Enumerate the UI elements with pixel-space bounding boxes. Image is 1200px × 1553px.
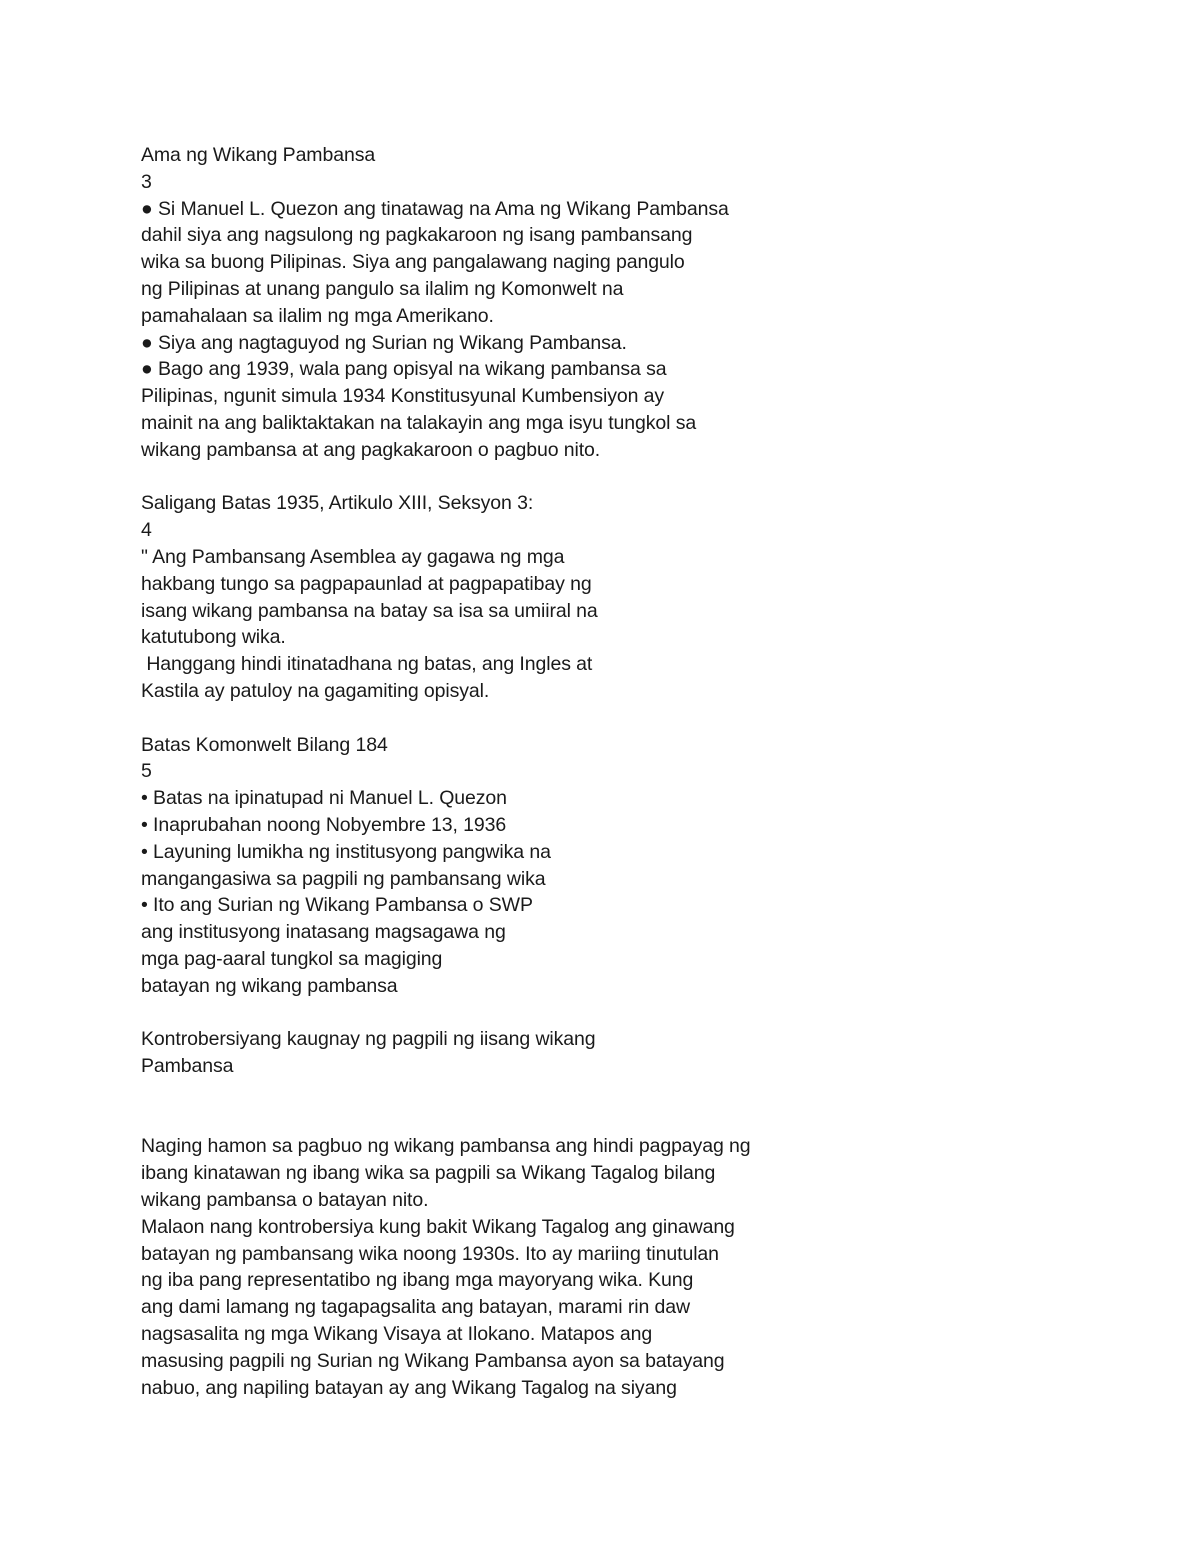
body-line: ibang kinatawan ng ibang wika sa pagpili sa Wikang Tagalog bilang [141,1162,716,1185]
body-line: pamahalaan sa ilalim ng mga Amerikano. [141,304,494,327]
body-line: ng iba pang representatibo ng ibang mga mayoryang wika. Kung [141,1269,694,1292]
body-line: masusing pagpili ng Surian ng Wikang Pambansa ayon sa batayang [141,1349,725,1372]
body-line: katutubong wika. [141,626,286,649]
body-line: mga pag-aaral tungkol sa magiging [141,947,443,970]
body-line: wikang pambansa at ang pagkakaroon o pagbuo nito. [141,438,601,461]
section-title: Kontrobersiyang kaugnay ng pagpili ng iisang wikang [141,1028,596,1051]
body-line: batayan ng wikang pambansa [141,974,398,997]
body-line: Kastila ay patuloy na gagamiting opisyal. [141,679,490,702]
body-line: nagsasalita ng mga Wikang Visaya at Ilokano. Matapos ang [141,1323,653,1346]
body-line: mangangasiwa sa pagpili ng pambansang wika [141,867,546,890]
section-title: Ama ng Wikang Pambansa [141,144,376,166]
body-line: nabuo, ang napiling batayan ay ang Wikang Tagalog na siyang [141,1376,677,1399]
body-line: wikang pambansa o batayan nito. [141,1189,429,1212]
slide-number: 3 [141,170,152,193]
body-line: • Inaprubahan noong Nobyembre 13, 1936 [141,813,507,836]
slide-number: 4 [141,519,152,542]
body-line: ng Pilipinas at unang pangulo sa ilalim ng Komonwelt na [141,277,624,300]
document-page [141,142,1041,1401]
body-line: ● Siya ang nagtaguyod ng Surian ng Wikang Pambansa. [141,331,627,354]
body-line: ● Bago ang 1939, wala pang opisyal na wikang pambansa sa [141,358,667,381]
section-spacer [141,1080,1041,1134]
slide-number: 5 [141,760,152,783]
body-line: ang dami lamang ng tagapagsalita ang batayan, marami rin daw [141,1296,691,1319]
section-title: Batas Komonwelt Bilang 184 [141,733,388,756]
body-line: • Batas na ipinatupad ni Manuel L. Quezon [141,787,507,810]
body-line: ● Si Manuel L. Quezon ang tinatawag na Ama ng Wikang Pambansa [141,197,729,220]
section-title: Saligang Batas 1935, Artikulo XIII, Seksyon 3: [141,492,534,515]
body-line: Naging hamon sa pagbuo ng wikang pambansa ang hindi pagpayag ng [141,1135,751,1158]
body-line: hakbang tungo sa pagpapaunlad at pagpapatibay ng [141,572,592,595]
body-line: Pilipinas, ngunit simula 1934 Konstitusyunal Kumbensiyon ay [141,385,665,408]
body-line: wika sa buong Pilipinas. Siya ang pangalawang naging pangulo [141,251,685,274]
body-line: batayan ng pambansang wika noong 1930s. Ito ay mariing tinutulan [141,1242,719,1265]
section-spacer [141,464,1041,491]
body-line: • Ito ang Surian ng Wikang Pambansa o SWP [141,894,533,917]
body-line: dahil siya ang nagsulong ng pagkakaroon ng isang pambansang [141,224,693,247]
body-line: Hanggang hindi itinatadhana ng batas, ang Ingles at [141,653,593,676]
section-title: Pambansa [141,1055,234,1078]
section-spacer [141,705,1041,732]
body-line: • Layuning lumikha ng institusyong pangwika na [141,840,551,863]
section-spacer [141,1000,1041,1027]
body-line: Malaon nang kontrobersiya kung bakit Wikang Tagalog ang ginawang [141,1215,735,1238]
body-line: isang wikang pambansa na batay sa isa sa umiiral na [141,599,598,622]
body-line: ang institusyong inatasang magsagawa ng [141,921,506,944]
body-line: mainit na ang baliktaktakan na talakayin ang mga isyu tungkol sa [141,411,697,434]
body-line: " Ang Pambansang Asemblea ay gagawa ng mga [141,545,565,568]
